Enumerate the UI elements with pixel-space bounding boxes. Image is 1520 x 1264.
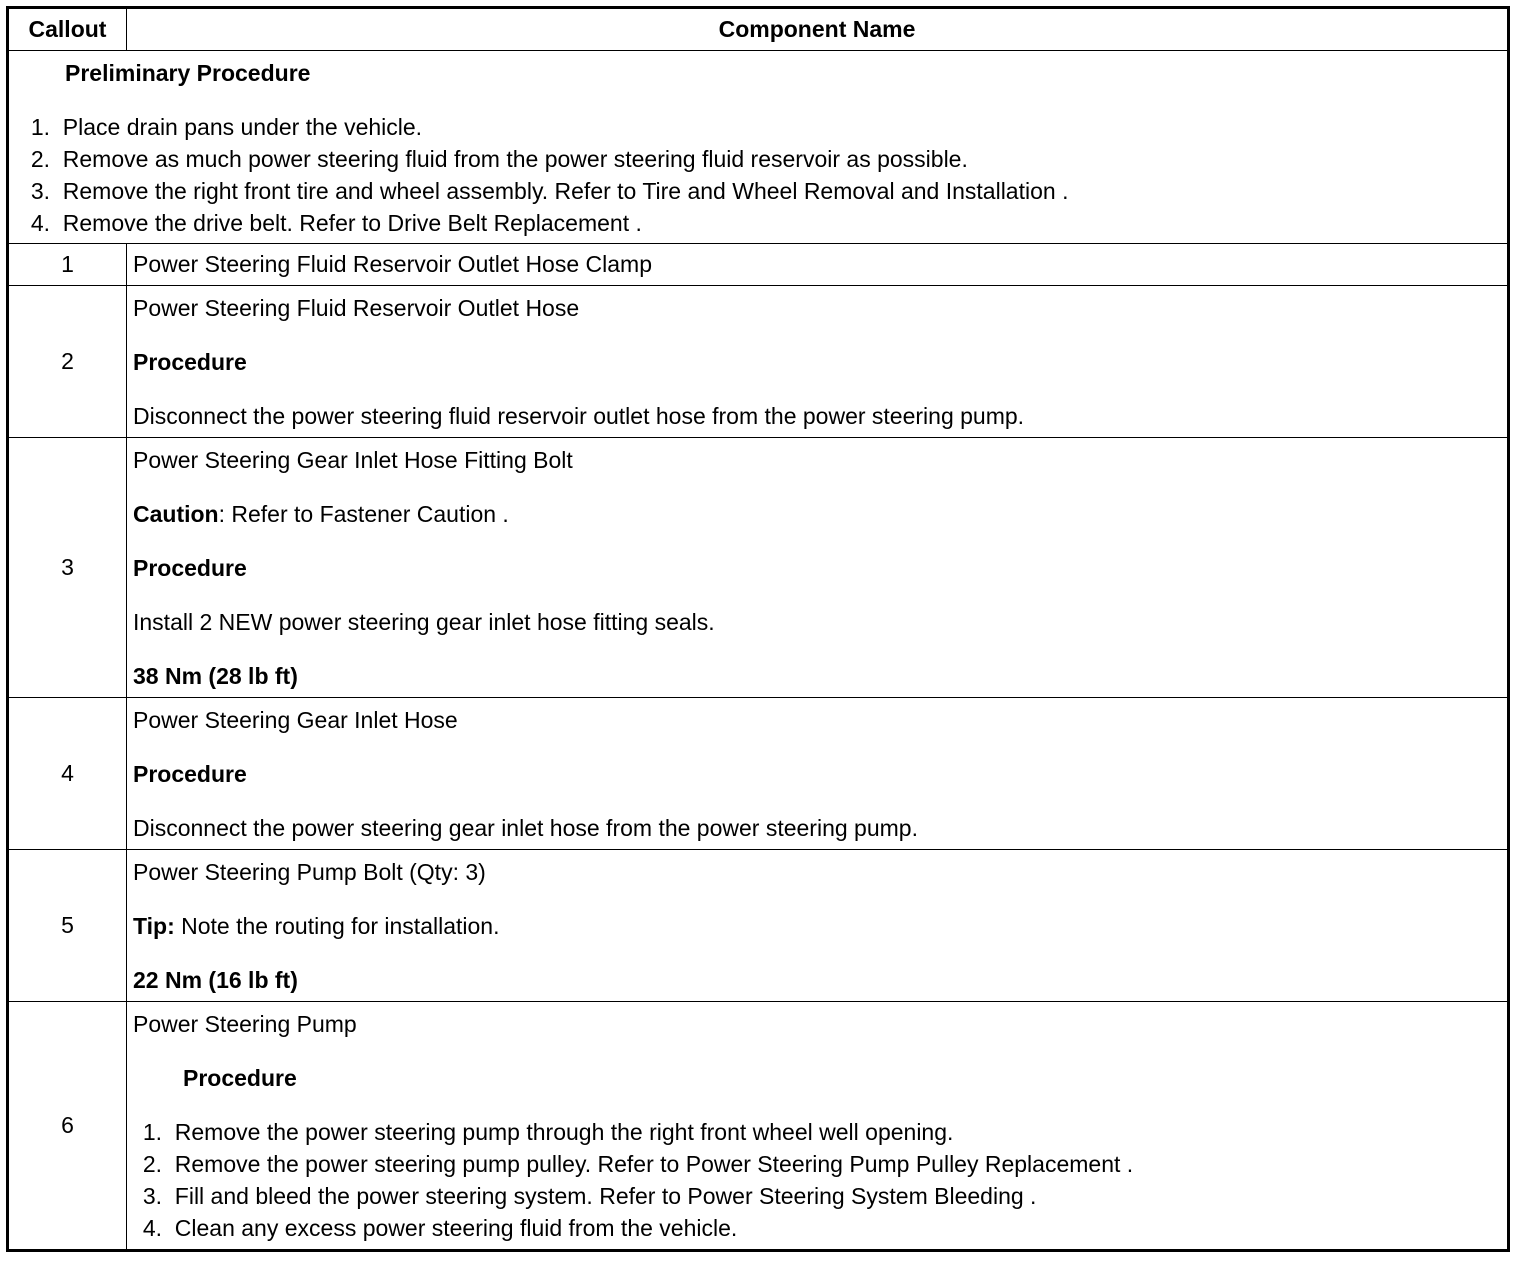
table-header-row xyxy=(8,8,1509,51)
callout-table xyxy=(6,6,1510,1252)
procedure-text: Disconnect the power steering gear inlet hose from the power steering pump. xyxy=(133,815,918,841)
callout-number: 5 xyxy=(8,850,127,1002)
table-row xyxy=(8,438,1509,698)
procedure-label: Procedure xyxy=(133,761,247,787)
callout-number: 2 xyxy=(8,286,127,438)
table-row xyxy=(8,698,1509,850)
component-name: Power Steering Fluid Reservoir Outlet Hose Clamp xyxy=(133,251,652,277)
component-name: Power Steering Pump xyxy=(133,1011,357,1037)
procedure-label: Procedure xyxy=(133,555,247,581)
table-row xyxy=(8,286,1509,438)
list-item: 1. Place drain pans under the vehicle. xyxy=(30,114,423,140)
callout-number: 3 xyxy=(8,438,127,698)
preliminary-procedure-row xyxy=(8,51,1509,244)
callout-number: 6 xyxy=(8,1002,127,1251)
component-cell xyxy=(127,1002,1509,1251)
component-cell xyxy=(127,244,1509,286)
list-item: 4. Remove the drive belt. Refer to Drive Belt Replacement . xyxy=(30,210,642,236)
component-cell xyxy=(127,286,1509,438)
preliminary-procedure-title: Preliminary Procedure xyxy=(65,60,311,86)
caution-text: : Refer to Fastener Caution . xyxy=(218,501,509,527)
component-name: Power Steering Fluid Reservoir Outlet Hose xyxy=(133,295,580,321)
list-item: 2. Remove the power steering pump pulley. Refer to Power Steering Pump Pulley Replacement . xyxy=(142,1151,1134,1177)
callout-number: 4 xyxy=(8,698,127,850)
preliminary-procedure-cell xyxy=(8,51,1509,244)
list-item: 2. Remove as much power steering fluid from the power steering fluid reservoir as possible. xyxy=(30,146,968,172)
procedure-steps-list xyxy=(133,1116,1507,1244)
table-row xyxy=(8,1002,1509,1251)
list-item: 3. Fill and bleed the power steering system. Refer to Power Steering System Bleeding . xyxy=(142,1183,1037,1209)
component-name: Power Steering Gear Inlet Hose Fitting Bolt xyxy=(133,447,573,473)
list-item: 1. Remove the power steering pump through the right front wheel well opening. xyxy=(142,1119,954,1145)
caution-label: Caution xyxy=(133,501,219,527)
callout-column-header: Callout xyxy=(8,8,127,51)
component-cell xyxy=(127,850,1509,1002)
list-item: 4. Clean any excess power steering fluid from the vehicle. xyxy=(142,1215,738,1241)
procedure-label: Procedure xyxy=(183,1065,297,1091)
list-item: 3. Remove the right front tire and wheel assembly. Refer to Tire and Wheel Removal and Installation . xyxy=(30,178,1069,204)
torque-spec: 22 Nm (16 lb ft) xyxy=(133,967,298,993)
caution-note xyxy=(133,498,1507,530)
table-row xyxy=(8,244,1509,286)
procedure-label: Procedure xyxy=(133,349,247,375)
callout-number: 1 xyxy=(8,244,127,286)
tip-text: Note the routing for installation. xyxy=(174,913,500,939)
component-cell xyxy=(127,698,1509,850)
tip-label: Tip: xyxy=(133,913,175,939)
component-cell xyxy=(127,438,1509,698)
procedure-text: Install 2 NEW power steering gear inlet hose fitting seals. xyxy=(133,609,715,635)
table-row xyxy=(8,850,1509,1002)
component-name: Power Steering Pump Bolt (Qty: 3) xyxy=(133,859,486,885)
procedure-text: Disconnect the power steering fluid reservoir outlet hose from the power steering pump. xyxy=(133,403,1025,429)
component-column-header: Component Name xyxy=(127,8,1509,51)
torque-spec: 38 Nm (28 lb ft) xyxy=(133,663,298,689)
tip-note xyxy=(133,910,1507,942)
component-name: Power Steering Gear Inlet Hose xyxy=(133,707,458,733)
preliminary-steps-list xyxy=(9,111,1507,239)
